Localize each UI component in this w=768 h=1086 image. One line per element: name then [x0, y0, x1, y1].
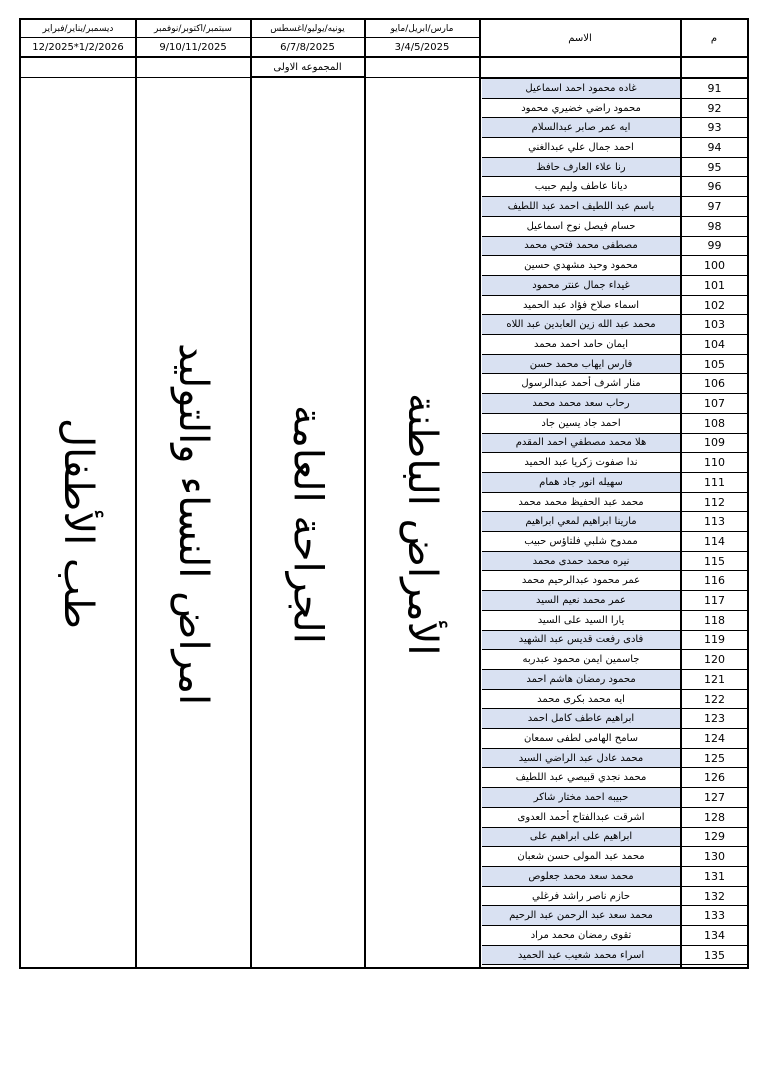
student-name: رحاب سعد محمد محمد — [482, 394, 680, 414]
period-1-dates: 3/4/5/2025 — [365, 38, 479, 58]
student-number: 92 — [682, 99, 747, 119]
student-name: محمد عبد الحفيظ محمد محمد — [482, 493, 680, 513]
subject-internal-medicine: الأمراض الباطنة — [399, 392, 445, 656]
student-name: فارس ايهاب محمد حسن — [482, 355, 680, 375]
student-number: 110 — [682, 453, 747, 473]
student-number: 93 — [682, 118, 747, 138]
student-number: 114 — [682, 532, 747, 552]
period-2-months: يونيه/يوليو/اغسطس — [251, 20, 364, 38]
student-name: محمود راضي خضيري محمود — [482, 99, 680, 119]
student-name: ايمان حامد احمد محمد — [482, 335, 680, 355]
student-number: 118 — [682, 611, 747, 631]
student-number: 97 — [682, 197, 747, 217]
student-name: محمد عادل عبد الراضي السيد — [482, 749, 680, 769]
student-name: غيداء جمال عنتر محمود — [482, 276, 680, 296]
student-number: 129 — [682, 828, 747, 848]
student-number: 106 — [682, 375, 747, 395]
student-number: 109 — [682, 434, 747, 454]
student-number: 112 — [682, 493, 747, 513]
subject-general-surgery: الجراحة العامة — [284, 404, 331, 644]
student-name: فادى رفعت قديس عبد الشهيد — [482, 631, 680, 651]
period-1-months: مارس/ابريل/مايو — [365, 20, 479, 38]
student-number: 120 — [682, 650, 747, 670]
student-number: 104 — [682, 335, 747, 355]
student-name: محمد عبد المولى حسن شعبان — [482, 847, 680, 867]
student-number: 91 — [682, 79, 747, 99]
student-name: محمد سعد محمد جعلوص — [482, 867, 680, 887]
student-name: عمر محمد نعيم السيد — [482, 591, 680, 611]
student-number: 130 — [682, 847, 747, 867]
student-name: ابراهيم عاطف كامل احمد — [482, 709, 680, 729]
student-number: 105 — [682, 355, 747, 375]
period-4-months: ديسمبر/يناير/فبراير — [21, 20, 135, 38]
student-number: 95 — [682, 158, 747, 178]
student-number: 107 — [682, 394, 747, 414]
student-number: 126 — [682, 769, 747, 789]
student-name: سهيله انور جاد همام — [482, 473, 680, 493]
student-number: 123 — [682, 709, 747, 729]
period-3-dates: 9/10/11/2025 — [136, 38, 250, 58]
student-number: 113 — [682, 512, 747, 532]
student-number: 131 — [682, 867, 747, 887]
student-name: عمر محمود عبدالرحيم محمد — [482, 572, 680, 592]
student-number: 98 — [682, 217, 747, 237]
student-number: 121 — [682, 670, 747, 690]
student-name: جاسمين ايمن محمود عبدربه — [482, 650, 680, 670]
student-number: 115 — [682, 552, 747, 572]
student-number: 94 — [682, 138, 747, 158]
student-number: 135 — [682, 946, 747, 966]
student-name: منار اشرف أحمد عبدالرسول — [482, 375, 680, 395]
student-number: 122 — [682, 690, 747, 710]
student-number: 132 — [682, 887, 747, 907]
student-name: ديانا عاطف وليم حبيب — [482, 178, 680, 198]
student-name: حبيبه احمد مختار شاكر — [482, 788, 680, 808]
student-name: محمد سعد عبد الرحمن عبد الرحيم — [482, 906, 680, 926]
student-number: 127 — [682, 788, 747, 808]
student-name: اسماء صلاح فؤاد عبد الحميد — [482, 296, 680, 316]
student-number: 96 — [682, 178, 747, 198]
student-number: 119 — [682, 631, 747, 651]
student-name: ايه عمر صابر عبدالسلام — [482, 118, 680, 138]
student-name: تقوى رمضان محمد مراد — [482, 926, 680, 946]
student-name: مصطفى محمد فتحي محمد — [482, 237, 680, 257]
period-3-months: سبتمبر/اكتوبر/نوفمبر — [136, 20, 250, 38]
student-name: مارينا ابراهيم لمعي ابراهيم — [482, 512, 680, 532]
student-name: رنا علاء العارف حافظ — [482, 158, 680, 178]
student-name: احمد جاد يسين جاد — [482, 414, 680, 434]
student-number: 125 — [682, 749, 747, 769]
student-name: محمود رمضان هاشم احمد — [482, 670, 680, 690]
student-number: 124 — [682, 729, 747, 749]
student-number: 103 — [682, 315, 747, 335]
student-number: 99 — [682, 237, 747, 257]
student-name: حسام فيصل نوح اسماعيل — [482, 217, 680, 237]
student-name: ابراهيم على ابراهيم على — [482, 828, 680, 848]
student-number: 117 — [682, 591, 747, 611]
period-2-dates: 6/7/8/2025 — [251, 38, 364, 58]
student-number: 108 — [682, 414, 747, 434]
student-number: 128 — [682, 808, 747, 828]
student-number: 102 — [682, 296, 747, 316]
student-name: اسراء محمد شعيب عبد الحميد — [482, 946, 680, 966]
student-number: 111 — [682, 473, 747, 493]
subject-pediatrics: طب الأطفال — [55, 418, 101, 630]
student-number: 101 — [682, 276, 747, 296]
student-name: نيره محمد حمدى محمد — [482, 552, 680, 572]
period-4-dates: 12/2025*1/2/2026 — [21, 38, 135, 58]
student-name: هلا محمد مصطفي احمد المقدم — [482, 434, 680, 454]
student-name: ندا صفوت زكريا عبد الحميد — [482, 453, 680, 473]
name-column-header: الاسم — [480, 20, 680, 58]
student-number: 100 — [682, 256, 747, 276]
student-name: محمد نجدي قبيصي عبد اللطيف — [482, 769, 680, 789]
student-name: يارا السيد على السيد — [482, 611, 680, 631]
student-name: حازم ناصر راشد فرغلي — [482, 887, 680, 907]
schedule-table — [19, 18, 749, 969]
student-name: محمد عبد الله زين العابدين عبد اللاه — [482, 315, 680, 335]
student-name: ايه محمد بكرى محمد — [482, 690, 680, 710]
student-name: سامح الهامى لطفى سمعان — [482, 729, 680, 749]
student-name: اشرقت عبدالفتاح أحمد العدوى — [482, 808, 680, 828]
student-number: 116 — [682, 572, 747, 592]
student-name: احمد جمال علي عبدالغني — [482, 138, 680, 158]
student-name: غاده محمود احمد اسماعيل — [482, 79, 680, 99]
student-name: باسم عبد اللطيف احمد عبد اللطيف — [482, 197, 680, 217]
number-column-header: م — [681, 20, 747, 58]
student-number: 133 — [682, 906, 747, 926]
group-label: المجموعه الاولى — [251, 59, 364, 77]
student-name: محمود وحيد مشهدي حسين — [482, 256, 680, 276]
subject-obstetrics-gynecology: امراض النساء والتوليد — [170, 342, 216, 706]
student-number: 134 — [682, 926, 747, 946]
student-name: ممدوح شلبي فلتاؤس حبيب — [482, 532, 680, 552]
